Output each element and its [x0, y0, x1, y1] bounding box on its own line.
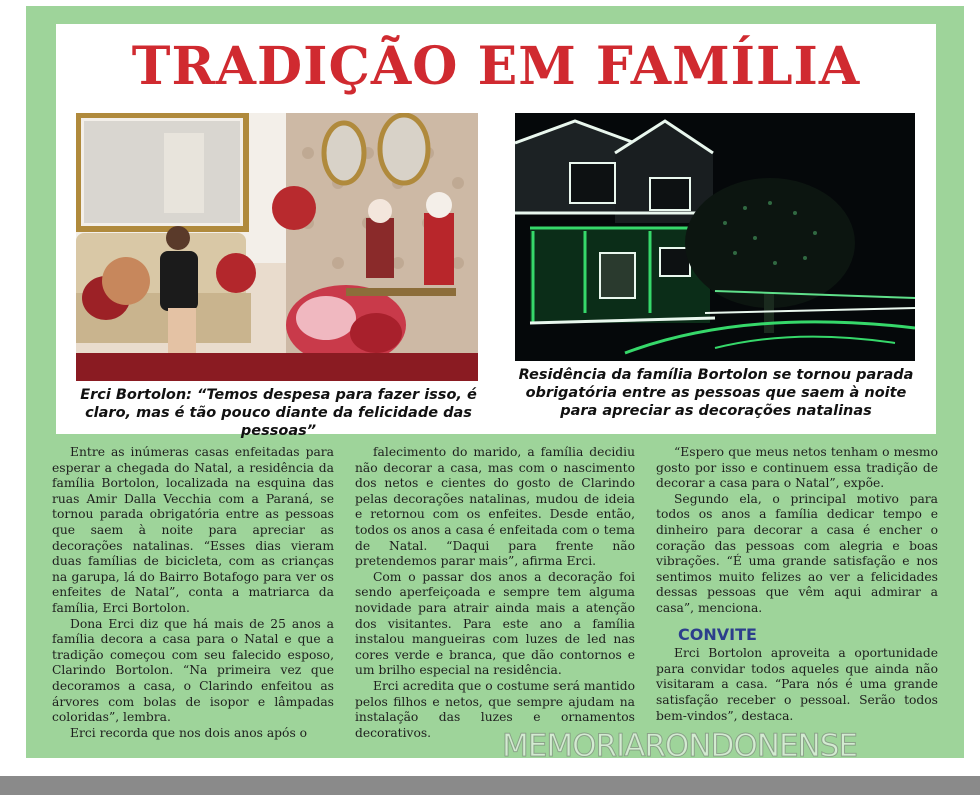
article-paragraph: Erci Bortolon aproveita a oportunidade para convidar todos aqueles que ainda não visitaram a casa. “Para nós é uma grande satisfação receber o pessoal. Serão todos bem-vindos”, destaca.	[656, 646, 938, 723]
article-paragraph: Erci recorda que nos dois anos após o	[70, 725, 308, 740]
article-column-1	[52, 445, 334, 741]
watermark: MEMORIARONDONENSE	[502, 728, 857, 764]
article-paragraph: Erci acredita que o costume será mantido pelos filhos e netos, que sempre ajudam na instalação das luzes e ornamentos decorativos.	[355, 678, 635, 740]
headline: TRADIÇÃO EM FAMÍLIA	[131, 36, 861, 97]
article-column-3	[656, 445, 938, 724]
article-paragraph: Dona Erci diz que há mais de 25 anos a família decora a casa para o Natal e que a tradição começou com seu falecido esposo, Clarindo Bortolon. “Na primeira vez que decoramos a casa, o Clarindo enfeitou as árvores com bolas de isopor e lâmpadas coloridas”, lembra.	[52, 616, 334, 725]
article-column-2	[355, 445, 635, 741]
article-paragraph: Entre as inúmeras casas enfeitadas para esperar a chegada do Natal, a residência da família Bortolon, localizada na esquina das ruas Amir Dalla Vecchia com a Paraná, se tornou parada obrigatória entre as pessoas que saem à noite para apreciar as decorações natalinas. “Esses dias vieram duas famílias de bicicleta, com as crianças na garupa, lá do Bairro Botafogo para ver os enfeites de Natal”, conta a matriarca da família, Erci Bortolon.	[52, 445, 334, 615]
convite-heading: CONVITE	[678, 624, 757, 644]
article-paragraph: falecimento do marido, a família decidiu não decorar a casa, mas com o nascimento dos netos e cientes do gosto de Clarindo pelas decorações natalinas, mudou de ideia e retornou com os enfeites. Desde então, todos os anos a casa é enfeitada com o tema de Natal. “Daqui para frente não pretendemos parar mais”, afirma Erci.	[355, 445, 635, 569]
living-room-photo	[76, 113, 478, 381]
article-paragraph: Segundo ela, o principal motivo para todos os anos a família dedicar tempo e dinheiro para decorar a casa é encher o coração das pessoas com alegria e boas vibrações. “É uma grande satisfação e nos sentimos muito felizes ao ver a felicidades dessas pessoas que vêm aqui admirar a casa”, menciona.	[656, 491, 938, 615]
left-photo-caption: Erci Bortolon: “Temos despesa para fazer isso, é claro, mas é tão pouco diante da felicidade das pessoas”	[80, 387, 477, 439]
illuminated-house-photo	[515, 113, 915, 361]
right-photo-caption: Residência da família Bortolon se tornou parada obrigatória entre as pessoas que saem à noite para apreciar as decorações natalinas	[518, 367, 914, 419]
article-paragraph: “Espero que meus netos tenham o mesmo gosto por isso e continuem essa tradição de decorar a casa para o Natal”, expõe.	[656, 445, 938, 491]
article-paragraph: Com o passar dos anos a decoração foi sendo aperfeiçoada e sempre tem alguma novidade para atrair ainda mais a atenção dos visitantes. Para este ano a família instalou mangueiras com luzes de led nas cores verde e branca, que dão contornos e um brilho especial na residência.	[355, 569, 635, 678]
bottom-bar	[0, 776, 980, 795]
